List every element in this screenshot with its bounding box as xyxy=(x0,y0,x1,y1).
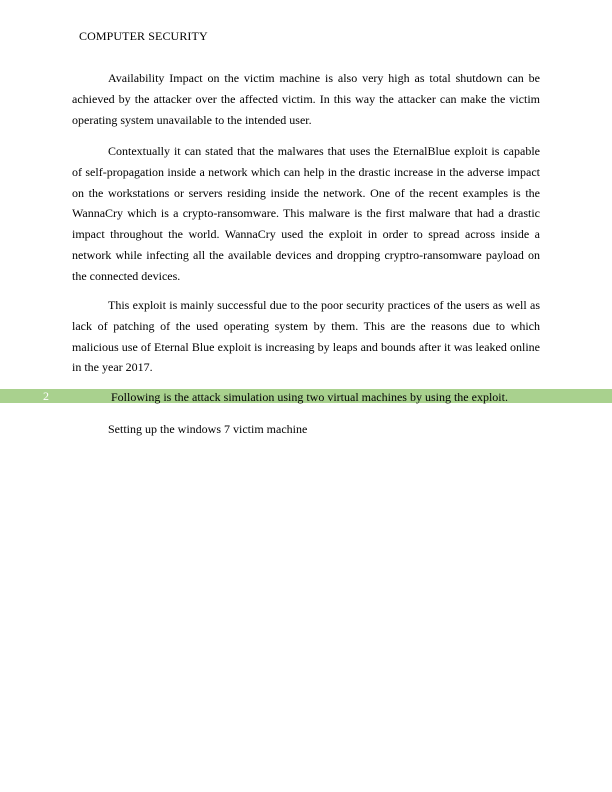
simulation-intro-text: Following is the attack simulation using two virtual machines by using the exploit. xyxy=(111,390,508,404)
running-head: COMPUTER SECURITY xyxy=(79,29,208,43)
page-number: 2 xyxy=(43,389,49,403)
setup-heading: Setting up the windows 7 victim machine xyxy=(108,422,308,436)
paragraph-security-practices: This exploit is mainly successful due to the poor security practices of the users as well as lack of patching of the used operating system by them. This are the reasons due to which malicious use of Eternal Blue exploit is increasing by leaps and bounds after it was leaked online in the year 2017. xyxy=(72,298,540,375)
paragraph-availability-impact: Availability Impact on the victim machine is also very high as total shutdown can be achieved by the attacker over the affected victim. In this way the attacker can make the victim operating system unavailable to the intended user. xyxy=(72,71,540,127)
paragraph-eternalblue-propagation: Contextually it can stated that the malwares that uses the EternalBlue exploit is capable of self-propagation inside a network which can help in the drastic increase in the adverse impact on the workstations or servers residing inside the network. One of the recent examples is the WannaCry which is a crypto-ransomware. This malware is the first malware that had a drastic impact throughout the world. WannaCry used the exploit in order to spread across inside a network while infecting all the available devices and dropping cryptro-ransomware payload on the connected devices. xyxy=(72,144,540,283)
